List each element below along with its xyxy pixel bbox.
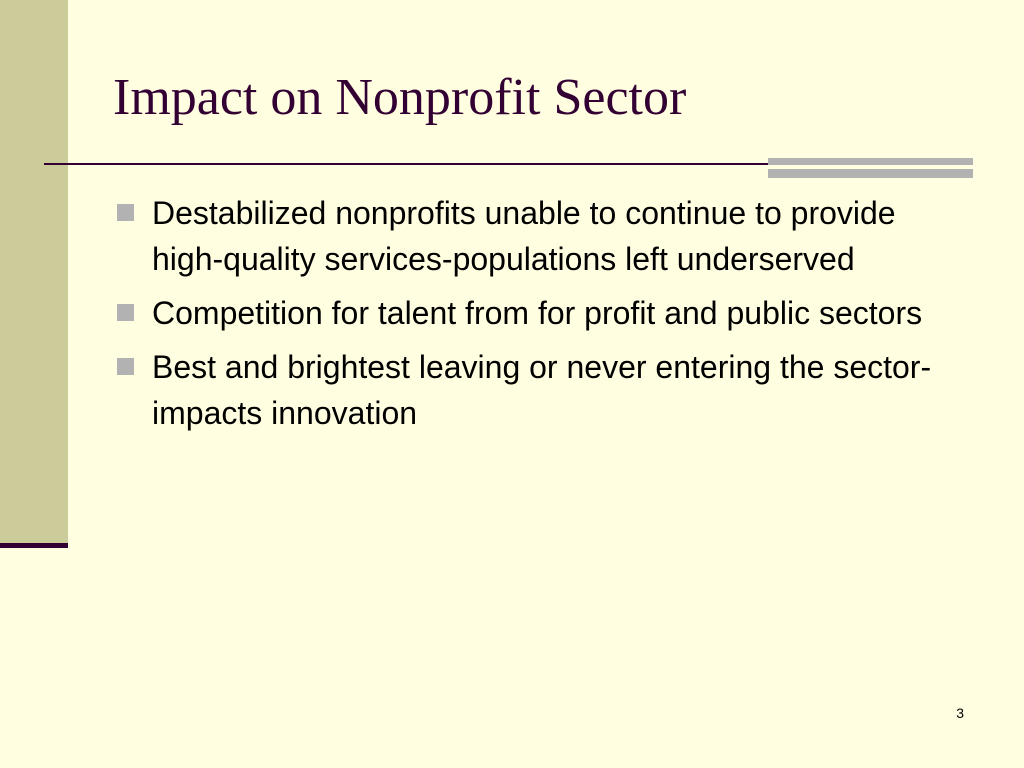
bullet-item [115, 290, 975, 336]
title-accent-bar-bottom [768, 169, 973, 178]
square-bullet-icon [117, 204, 134, 221]
title-accent-bar-top [768, 158, 973, 165]
title-divider [44, 163, 770, 165]
sidebar-accent-line [0, 543, 68, 548]
slide-number: 3 [956, 705, 964, 721]
square-bullet-icon [117, 358, 134, 375]
bullet-text: Best and brightest leaving or never entering the sector- impacts innovation [152, 349, 932, 431]
bullet-text: Destabilized nonprofits unable to continue to provide high-quality services-populations left underserved [152, 195, 896, 277]
bullet-text: Competition for talent from for profit and public sectors [152, 295, 923, 331]
bullet-list [115, 190, 975, 444]
square-bullet-icon [117, 304, 134, 321]
bullet-item [115, 190, 975, 282]
bullet-item [115, 344, 975, 436]
sidebar-band [0, 0, 68, 545]
slide-title: Impact on Nonprofit Sector [113, 69, 687, 126]
